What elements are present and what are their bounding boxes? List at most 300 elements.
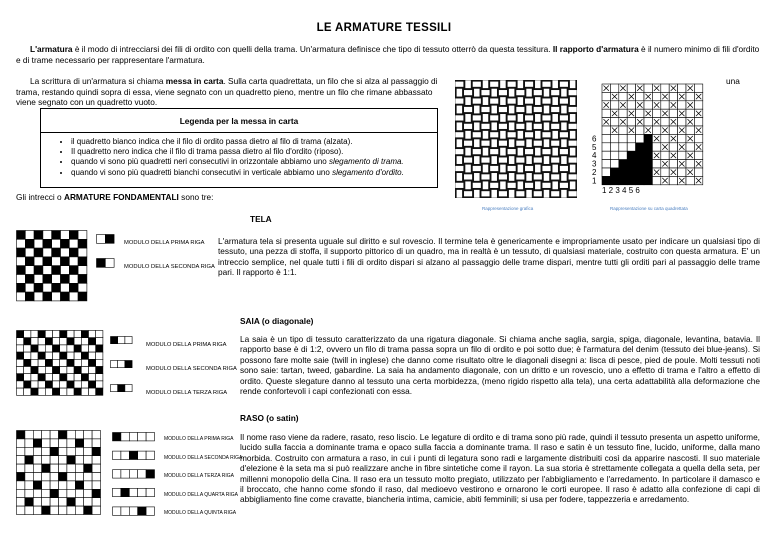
grid-cell [17,431,25,439]
grid-cell [694,118,702,126]
grid-cell [24,367,31,374]
weave-thread [516,124,524,129]
weave-thread [525,132,533,137]
grid-cell [619,151,627,159]
grid-cell [42,456,50,464]
weave-thread [518,181,524,189]
weave-thread [509,156,515,164]
row-number: 2 [592,168,597,177]
saia-mod-1: MODULO DELLA PRIMA RIGA [146,342,227,348]
grid-cell [33,481,41,489]
grid-cell [59,431,67,439]
grid-cell [25,431,33,439]
weave-thread [473,166,481,171]
grid-cell [61,283,70,292]
grid-cell [38,367,45,374]
grid-cell [17,275,26,284]
grid-cell [17,489,25,497]
grid-cell [31,352,38,359]
grid-cell [59,456,67,464]
weave-thread [569,141,577,146]
grid-cell [89,367,96,374]
weave-thread [481,191,489,196]
grid-cell [50,431,58,439]
weave-thread [509,190,515,198]
grid-cell [74,374,81,381]
grid-cell [636,109,644,117]
grid-cell [67,481,75,489]
weave-thread [474,89,480,97]
grid-cell [81,359,88,366]
weave-thread [525,166,533,171]
grid-cell [92,456,100,464]
weave-thread [457,139,463,147]
grid-cell [636,92,644,100]
grid-cell [602,176,610,184]
grid-cell [118,337,125,344]
grid-cell [89,359,96,366]
grid-cell [50,481,58,489]
weave-thread [499,174,507,179]
grid-cell [25,231,34,240]
grid-cell [17,239,26,248]
grid-cell [694,151,702,159]
grid-cell [17,473,25,481]
grid-cell [67,489,75,497]
grid-cell [24,345,31,352]
grid-cell [34,292,43,301]
weave-thread [551,90,559,95]
weave-thread [491,106,497,114]
grid-cell [619,168,627,176]
term-fundamentals: ARMATURE FONDAMENTALI [63,192,179,202]
grid-cell [33,431,41,439]
weave-thread [491,156,497,164]
grid-cell [89,352,96,359]
grid-cell [25,283,34,292]
weave-thread [569,90,577,95]
grid-cell [69,257,78,266]
grid-cell [60,374,67,381]
weave-thread [544,89,550,97]
grid-cell [84,489,92,497]
grid-cell [610,151,618,159]
grid-cell [59,447,67,455]
grid-cell [619,109,627,117]
grid-cell [138,507,146,515]
weave-thread [500,148,506,156]
grid-cell [686,109,694,117]
grid-cell [81,374,88,381]
grid-cell [686,126,694,134]
weave-thread [490,132,498,137]
grid-cell [89,388,96,395]
weave-thread [474,173,480,181]
grid-cell [53,374,60,381]
grid-cell [69,248,78,257]
grid-cell [45,345,52,352]
grid-cell [75,506,83,514]
weave-thread [526,106,532,114]
grid-cell [627,168,635,176]
weave-thread [455,82,463,87]
weave-thread [464,191,472,196]
weave-thread [570,148,576,156]
weave-thread [525,183,533,188]
grid-representation [590,82,720,202]
grid-cell [34,257,43,266]
grid-cell [67,431,75,439]
weave-thread [516,90,524,95]
weave-thread [474,190,480,198]
grid-cell [38,345,45,352]
tela-grid [16,230,88,302]
grid-cell [17,331,24,338]
grid-cell [61,257,70,266]
weave-thread [508,166,516,171]
weave-thread [483,97,489,105]
weave-thread [560,82,568,87]
grid-cell [602,92,610,100]
grid-cell [652,143,660,151]
grid-cell [118,361,125,368]
grid-cell [644,160,652,168]
grid-cell [652,126,660,134]
grid-cell [17,266,26,275]
grid-cell [17,506,25,514]
grid-cell [92,506,100,514]
grid-cell [669,143,677,151]
grid-cell [129,433,137,441]
grid-cell [25,239,34,248]
grid-cell [67,506,75,514]
weave-thread [500,165,506,173]
grid-cell [627,134,635,142]
grid-cell [602,109,610,117]
grid-cell [17,456,25,464]
weave-thread [455,115,463,120]
weave-thread [560,166,568,171]
fundamentals-line: Gli intrecci o ARMATURE FONDAMENTALI sono tre: [16,192,214,202]
grid-cell [61,248,70,257]
weave-thread [569,124,577,129]
tela-text: L'armatura tela si presenta uguale sul diritto e sul rovescio. Il termine tela è genericamente e impropriamente usato per indicare un qualsiasi tipo di tessuto, una pezza di stoffa, il supporto pittorico di un quadro, ma in realtà è un tessuto, di qualsiasi materiale, costruito con questa armatura. E' un intreccio semplice, nel quale tutti i fili di ordito dispari si alzano al passaggio delle trame dispari, mentre tutti gli orditi pari al passaggio delle trame pari. Il rapporto è 1:1. [218,236,760,278]
grid-cell [25,447,33,455]
grid-cell [129,488,137,496]
grid-cell [38,338,45,345]
saia-modules [110,336,140,406]
grid-cell [610,134,618,142]
grid-cell [67,338,74,345]
weave-thread [481,141,489,146]
grid-cell [644,84,652,92]
grid-cell [60,381,67,388]
grid-cell [92,481,100,489]
weave-thread [483,148,489,156]
grid-cell [619,126,627,134]
grid-cell [84,447,92,455]
grid-cell [678,168,686,176]
grid-cell [25,275,34,284]
raso-grid [16,430,106,520]
weave-thread [570,97,576,105]
grid-cell [619,134,627,142]
grid-cell [50,489,58,497]
weave-graphic [455,80,577,198]
weave-thread [544,156,550,164]
weave-thread [499,191,507,196]
raso-mod-1: MODULO DELLA PRIMA RIGA [164,436,234,442]
grid-cell [67,345,74,352]
grid-cell [78,266,87,275]
grid-cell [121,470,129,478]
weave-thread [516,174,524,179]
grid-cell [50,456,58,464]
grid-cell [43,248,52,257]
weave-thread [518,97,524,105]
grid-cell [610,176,618,184]
grid-cell [67,374,74,381]
saia-grid [16,330,106,400]
grid-cell [644,151,652,159]
grid-cell [111,361,118,368]
grid-cell [636,134,644,142]
grid-cell [113,488,121,496]
weave-thread [518,148,524,156]
grid-cell [610,101,618,109]
grid-cell [686,160,694,168]
grid-cell [644,143,652,151]
grid-cell [31,331,38,338]
grid-cell [25,498,33,506]
grid-cell [74,331,81,338]
grid-cell [43,275,52,284]
grid-cell [610,118,618,126]
grid-cell [24,374,31,381]
grid-cell [43,266,52,275]
grid-cell [31,345,38,352]
grid-cell [25,266,34,275]
weave-thread [561,139,567,147]
weave-thread [544,122,550,130]
weave-thread [570,131,576,139]
grid-cell [92,464,100,472]
weave-thread [464,174,472,179]
grid-cell [53,331,60,338]
grid-cell [34,231,43,240]
grid-cell [669,126,677,134]
grid-cell [678,134,686,142]
grid-cell [81,381,88,388]
grid-cell [25,456,33,464]
weave-thread [499,107,507,112]
grid-cell [97,235,106,244]
weave-thread [551,191,559,196]
grid-cell [59,481,67,489]
grid-cell [92,489,100,497]
legend-list [41,137,437,178]
grid-cell [75,447,83,455]
grid-cell [74,359,81,366]
grid-cell [138,451,146,459]
weave-thread [525,98,533,103]
weave-thread [542,166,550,171]
grid-cell [43,239,52,248]
weave-thread [516,107,524,112]
weave-thread [474,139,480,147]
grid-cell [686,143,694,151]
weave-thread [509,139,515,147]
weave-thread [490,149,498,154]
grid-cell [118,385,125,392]
grid-cell [67,447,75,455]
weave-thread [542,183,550,188]
grid-cell [84,473,92,481]
grid-cell [96,345,103,352]
grid-cell [53,367,60,374]
weave-thread [551,107,559,112]
grid-cell [96,338,103,345]
grid-cell [59,473,67,481]
grid-cell [33,447,41,455]
grid-cell [661,101,669,109]
legend-item: • Il quadretto nero indica che il filo di trama passa dietro al filo d'ordito (riposo). [71,147,437,157]
grid-cell [45,388,52,395]
row-number: 4 [592,151,597,161]
grid-cell [636,151,644,159]
grid-cell [33,489,41,497]
grid-cell [111,385,118,392]
weave-thread [535,165,541,173]
grid-cell [694,84,702,92]
weave-thread [552,148,558,156]
grid-cell [75,456,83,464]
caption-graphic: Rappresentazione grafica [482,206,534,211]
weave-thread [552,97,558,105]
grid-cell [644,176,652,184]
weave-thread [535,97,541,105]
weave-thread [526,190,532,198]
grid-cell [34,283,43,292]
grid-cell [146,433,154,441]
caption-grid: Rappresentazione su carta quadrettata [610,206,688,211]
grid-cell [636,168,644,176]
grid-cell [652,160,660,168]
grid-cell [92,447,100,455]
grid-cell [125,361,132,368]
weave-thread [491,139,497,147]
weave-thread [560,115,568,120]
grid-cell [661,118,669,126]
grid-cell [96,359,103,366]
weave-thread [465,80,471,88]
saia-heading: SAIA (o diagonale) [240,316,314,326]
weave-thread [499,141,507,146]
weave-thread [518,114,524,122]
grid-cell [105,235,114,244]
grid-cell [610,168,618,176]
weave-thread [465,165,471,173]
grid-cell [105,259,114,268]
row-number: 6 [592,134,597,144]
weave-thread [551,157,559,162]
grid-cell [602,160,610,168]
grid-cell [42,498,50,506]
grid-cell [619,92,627,100]
weave-thread [457,106,463,114]
grid-cell [43,292,52,301]
grid-cell [33,506,41,514]
weave-thread [490,166,498,171]
grid-cell [610,143,618,151]
grid-cell [78,248,87,257]
grid-cell [84,498,92,506]
weave-thread [561,156,567,164]
weave-thread [526,139,532,147]
grid-cell [146,488,154,496]
grid-cell [25,257,34,266]
weave-thread [465,114,471,122]
grid-cell [121,433,129,441]
weave-thread [570,181,576,189]
grid-cell [69,275,78,284]
grid-cell [652,109,660,117]
weave-thread [525,115,533,120]
grid-cell [121,451,129,459]
grid-cell [67,367,74,374]
grid-cell [602,134,610,142]
weave-thread [534,124,542,129]
weave-thread [542,82,550,87]
tela-heading: TELA [250,214,272,224]
weave-thread [491,190,497,198]
grid-cell [96,374,103,381]
grid-cell [52,257,61,266]
weave-thread [516,157,524,162]
weave-thread [509,173,515,181]
row-number: 3 [592,159,597,169]
grid-cell [125,385,132,392]
grid-cell [67,381,74,388]
grid-cell [59,498,67,506]
legend-item: • quando vi sono più quadretti neri consecutivi in orizzontale abbiamo uno slegamento di trama. [71,157,437,167]
weave-thread [534,174,542,179]
intro-paragraph: L'armatura è il modo di intrecciarsi dei fili di ordito con quelli della trama. Un'armatura definisce che tipo di tessuto otterrò da questa tessitura. Il rapporto d'armatura è il numero minimo di fili d'ordito e di trame necessario per rappresentare l'armatura. [16,44,760,65]
weave-thread [465,148,471,156]
grid-cell [17,231,26,240]
grid-cell [34,266,43,275]
grid-cell [78,231,87,240]
weave-thread [552,181,558,189]
weave-thread [508,98,516,103]
grid-cell [60,338,67,345]
weave-thread [500,114,506,122]
weave-thread [560,132,568,137]
weave-thread [483,80,489,88]
weave-thread [483,165,489,173]
grid-cell [60,331,67,338]
weave-thread [518,165,524,173]
grid-cell [24,359,31,366]
weave-thread [525,82,533,87]
grid-cell [50,473,58,481]
grid-cell [59,464,67,472]
weave-thread [473,183,481,188]
grid-cell [129,470,137,478]
grid-cell [138,470,146,478]
grid-cell [34,248,43,257]
grid-cell [38,331,45,338]
